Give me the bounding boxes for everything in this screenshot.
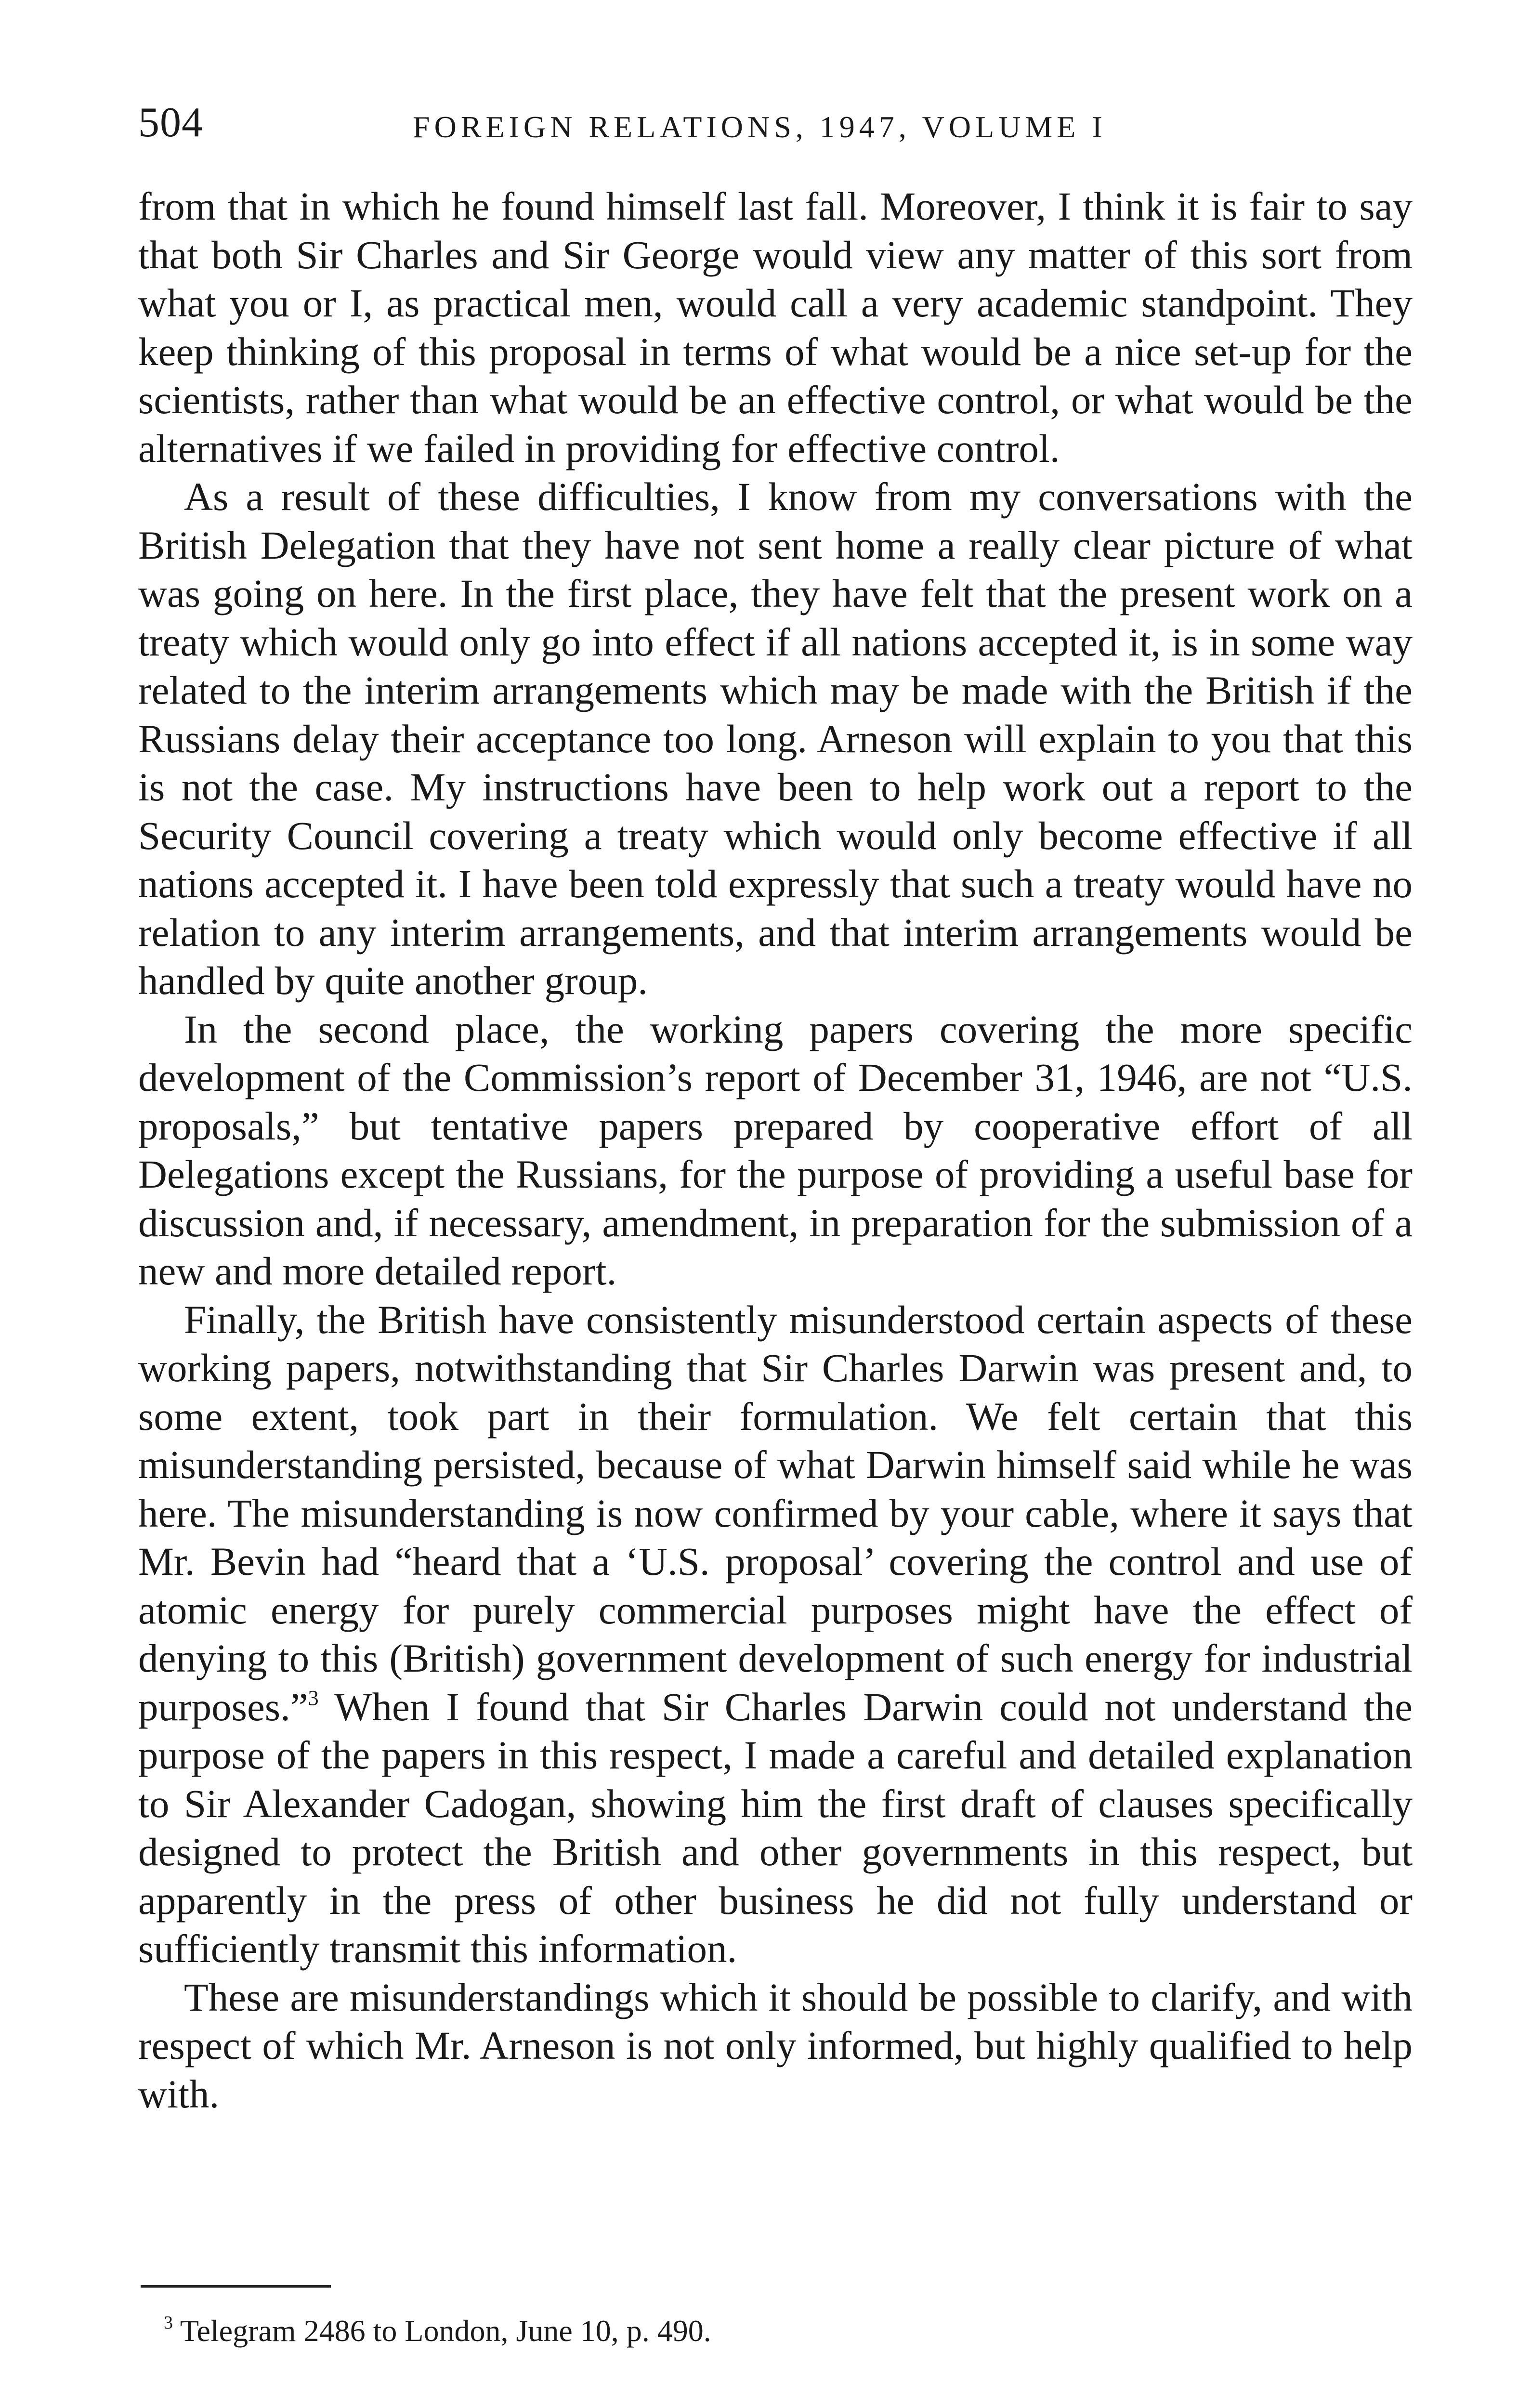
paragraph-4 <box>138 1296 1413 1973</box>
footnote-mark: 3 <box>164 2313 173 2333</box>
paragraph-4-text-before-ref: Finally, the British have consistently misunderstood certain aspects of these working papers, notwithstanding that Sir Charles Darwin was present and, to some extent, took part in their formulation. We felt certain that this misunderstanding persisted, because of what Darwin himself said while he was here. The misunderstanding is now confirmed by your cable, where it says that Mr. Bevin had “heard that a ‘U.S. proposal’ covering the control and use of atomic energy for purely commercial purposes might have the effect of denying to this (British) government development of such energy for industrial purposes.” <box>138 1297 1413 1729</box>
footnote-divider <box>141 2285 331 2288</box>
footnote-text: Telegram 2486 to London, June 10, p. 490. <box>180 2314 711 2348</box>
paragraph-2: As a result of these difficulties, I know from my conversations with the British Delegation that they have not sent home a really clear picture of what was going on here. In the first place, they have felt that the present work on a treaty which would only go into effect if all nations accepted it, is in some way related to the interim arrangements which may be made with the British if the Russians delay their acceptance too long. Arneson will explain to you that this is not the case. My instructions have been to help work out a report to the Security Council covering a treaty which would only become effective if all nations accepted it. I have been told expressly that such a treaty would have no relation to any interim arrangements, and that interim arrangements would be handled by quite another group. <box>138 474 1413 1003</box>
paragraph-3: In the second place, the working papers covering the more specific development of the Commission’s report of December 31, 1946, are not “U.S. proposals,” but tentative papers prepared by cooperative effort of all Delegations except the Russians, for the purpose of providing a useful base for discussion and, if necessary, amendment, in preparation for the submission of a new and more detailed report. <box>138 1007 1413 1293</box>
body-text <box>138 182 1413 2118</box>
footnote-reference[interactable]: 3 <box>308 1686 319 1710</box>
paragraph-1: from that in which he found himself last fall. Moreover, I think it is fair to say that both Sir Charles and Sir George would view any matter of this sort from what you or I, as practical men, would call a very academic standpoint. They keep thinking of this proposal in terms of what would be a nice set-up for the scientists, rather than what would be an effective control, or what would be the alternatives if we failed in providing for effective control. <box>138 184 1413 471</box>
paragraph-5: These are misunderstandings which it should be possible to clarify, and with respect of which Mr. Arneson is not only informed, but highly qualified to help with. <box>138 1975 1413 2116</box>
running-title: FOREIGN RELATIONS, 1947, VOLUME I <box>413 110 1107 144</box>
footnote <box>164 2309 711 2353</box>
paragraph-4-text-after-ref: When I found that Sir Charles Darwin could not understand the purpose of the papers in this respect, I made a careful and detailed explanation to Sir Alexander Cadogan, showing him the first draft of clauses specifically designed to protect the British and other governments in this respect, but apparently in the press of other business he did not fully understand or sufficiently transmit this information. <box>138 1684 1413 1971</box>
page-number: 504 <box>138 99 203 146</box>
page-header <box>138 94 1413 152</box>
